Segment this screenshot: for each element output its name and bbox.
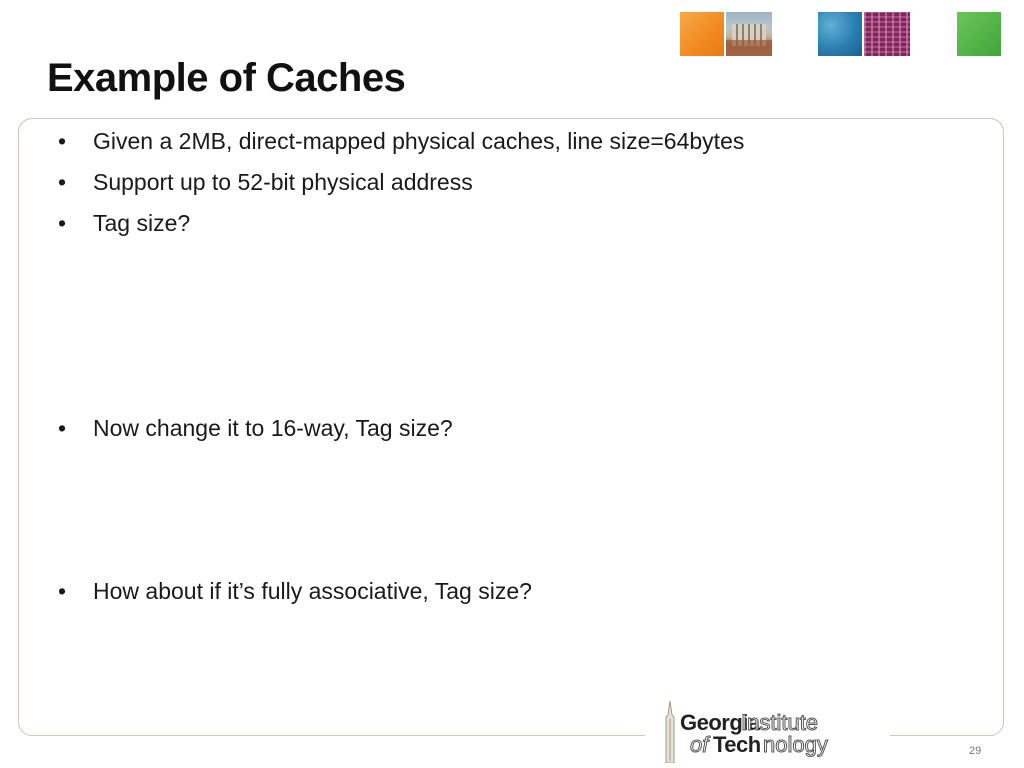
gt-tower-icon: [663, 701, 677, 763]
decorative-orange-square: [680, 12, 724, 56]
logo-text-of: of: [690, 732, 709, 757]
circuit-photo-square: [864, 12, 910, 56]
bullet-item: [58, 210, 190, 237]
bullet-glyph: •: [58, 210, 67, 236]
bullet-glyph: •: [58, 578, 67, 604]
bullet-item: [58, 578, 532, 605]
bullet-glyph: •: [58, 169, 67, 195]
bullet-text: Tag size?: [93, 210, 191, 236]
bullet-glyph: •: [58, 128, 67, 154]
georgia-tech-logo: [645, 697, 890, 767]
campus-photo-square: [726, 12, 772, 56]
bullet-glyph: •: [58, 415, 67, 441]
logo-text-georgia: Georgia: [680, 710, 760, 735]
bullet-text: How about if it’s fully associative, Tag size?: [93, 578, 532, 604]
bullet-item: [58, 128, 744, 155]
bullet-item: [58, 169, 473, 196]
logo-text-nology: nology: [763, 732, 828, 757]
decorative-green-square: [957, 12, 1001, 56]
decorative-blue-square: [818, 12, 862, 56]
logo-text-tech: Tech: [713, 732, 761, 757]
bullet-item: [58, 415, 453, 442]
bullet-text: Support up to 52-bit physical address: [93, 169, 473, 195]
page-number: 29: [969, 745, 982, 757]
bullet-text: Given a 2MB, direct-mapped physical caches, line size=64bytes: [93, 128, 745, 154]
slide-title: Example of Caches: [47, 56, 406, 100]
logo-text-institute: Institute: [741, 710, 819, 735]
bullet-text: Now change it to 16-way, Tag size?: [93, 415, 453, 441]
